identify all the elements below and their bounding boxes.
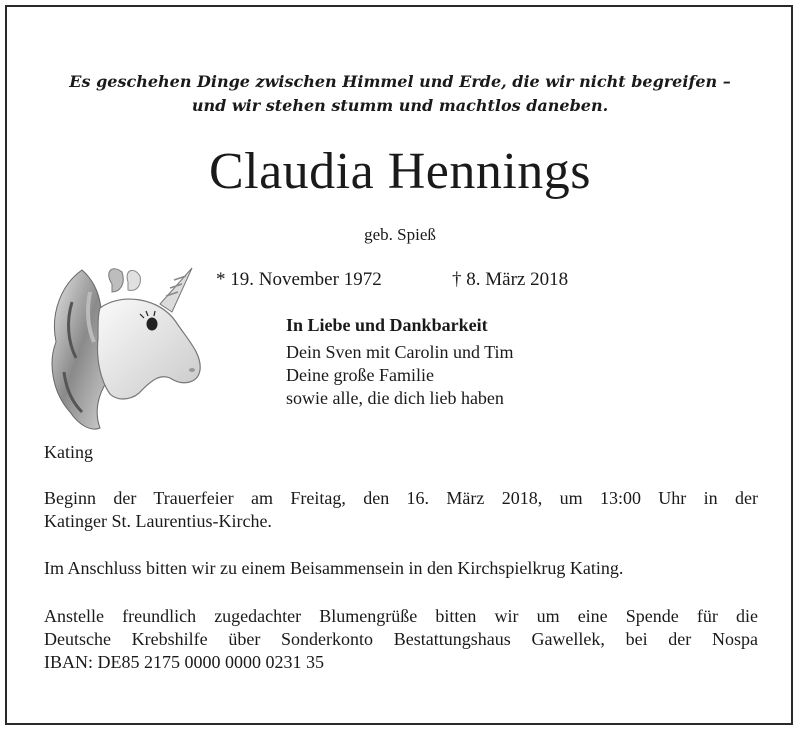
maiden-name: geb. Spieß (364, 225, 436, 244)
quote-line-1: Es geschehen Dinge zwischen Himmel und Erde, die wir nicht begreifen – (69, 72, 731, 91)
mourner-line: Deine große Familie (286, 365, 434, 385)
mourners-block (286, 314, 514, 410)
service-line-1: Beginn der Trauerfeier am Freitag, den 16. März 2018, um 13:00 Uhr in der (44, 488, 758, 508)
donation-line-1: Anstelle freundlich zugedachter Blumengrüße bitten wir um eine Spende für die (44, 606, 758, 626)
service-line-2: Katinger St. Laurentius-Kirche. (44, 511, 272, 531)
gathering-info (44, 557, 758, 580)
mourner-line: sowie alle, die dich lieb haben (286, 388, 504, 408)
funeral-service-info (44, 487, 758, 533)
opening-quote (0, 70, 800, 118)
death-date: † 8. März 2018 (452, 269, 569, 290)
gathering-line: Im Anschluss bitten wir zu einem Beisammensein in den Kirchspielkrug Kating. (44, 558, 624, 578)
donation-iban: IBAN: DE85 2175 0000 0000 0231 35 (44, 652, 324, 672)
mourners-heading: In Liebe und Dankbarkeit (286, 315, 488, 335)
donation-info (44, 605, 758, 674)
unicorn-balloon-icon (42, 262, 208, 436)
mourner-line: Dein Sven mit Carolin und Tim (286, 342, 514, 362)
birth-date: * 19. November 1972 (216, 269, 382, 290)
place-name: Kating (44, 442, 93, 462)
quote-line-2: und wir stehen stumm und machtlos daneben. (191, 96, 609, 115)
donation-line-2: Deutsche Krebshilfe über Sonderkonto Bestattungshaus Gawellek, bei der Nospa (44, 629, 758, 649)
deceased-name: Claudia Hennings (208, 143, 592, 200)
